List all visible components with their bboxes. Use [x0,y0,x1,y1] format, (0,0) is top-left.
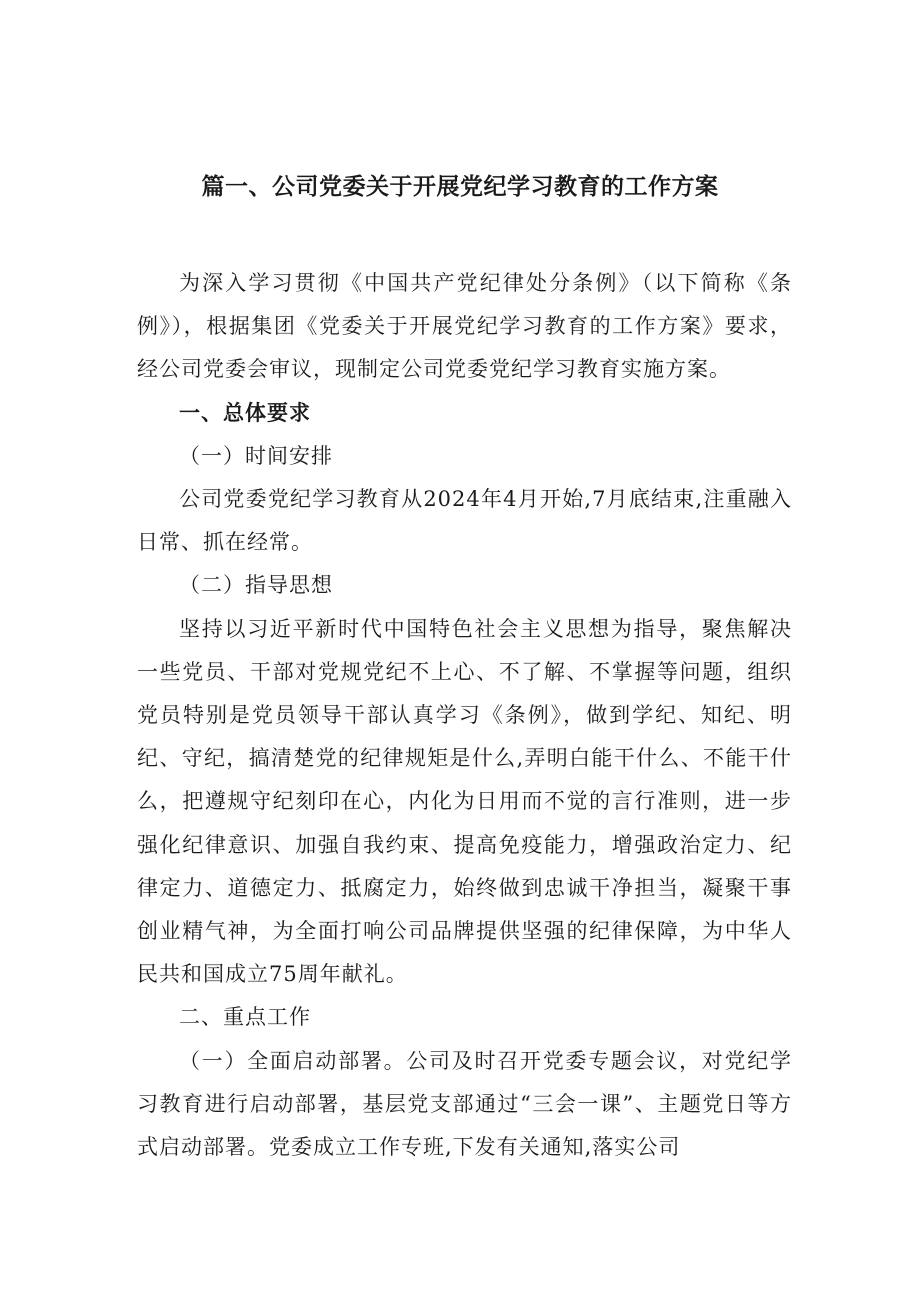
section-1-sub-2-heading: （二）指导思想 [179,573,333,598]
section-1-sub-1-paragraph: 公司党委党纪学习教育从2024年4月开始,7月底结束,注重融入日常、抓在经常。 [137,487,792,555]
intro-paragraph: 为深入学习贯彻《中国共产党纪律处分条例》（以下简称《条例》），根据集团《党委关于开展党纪学习教育的工作方案》要求，经公司党委会审议，现制定公司党委党纪学习教育实施方案。 [137,271,792,382]
document-title: 篇一、公司党委关于开展党纪学习教育的工作方案 [201,174,719,200]
section-1-sub-1-heading: （一）时间安排 [179,443,333,468]
section-1-sub-2-paragraph: 坚持以习近平新时代中国特色社会主义思想为指导，聚焦解决一些党员、干部对党规党纪不上心、不了解、不掌握等问题，组织党员特别是党员领导干部认真学习《条例》，做到学纪、知纪、明纪、守纪，搞清楚党的纪律规矩是什么,弄明白能干什么、不能干什么，把遵规守纪刻印在心，内化为日用而不觉的言行准则，进一步强化纪律意识、加强自我约束、提高免疫能力，增强政治定力、纪律定力、道德定力、抵腐定力，始终做到忠诚干净担当，凝聚干事创业精气神，为全面打响公司品牌提供坚强的纪律保障，为中华人民共和国成立75周年献礼。 [137,616,792,987]
section-2-heading: 二、重点工作 [179,1005,311,1030]
section-2-sub-1-paragraph: （一）全面启动部署。公司及时召开党委专题会议，对党纪学习教育进行启动部署，基层党支部通过“三会一课”、主题党日等方式启动部署。党委成立工作专班,下发有关通知,落实公司 [137,1048,792,1160]
section-1-heading: 一、总体要求 [179,400,311,425]
document-body [137,262,792,1169]
